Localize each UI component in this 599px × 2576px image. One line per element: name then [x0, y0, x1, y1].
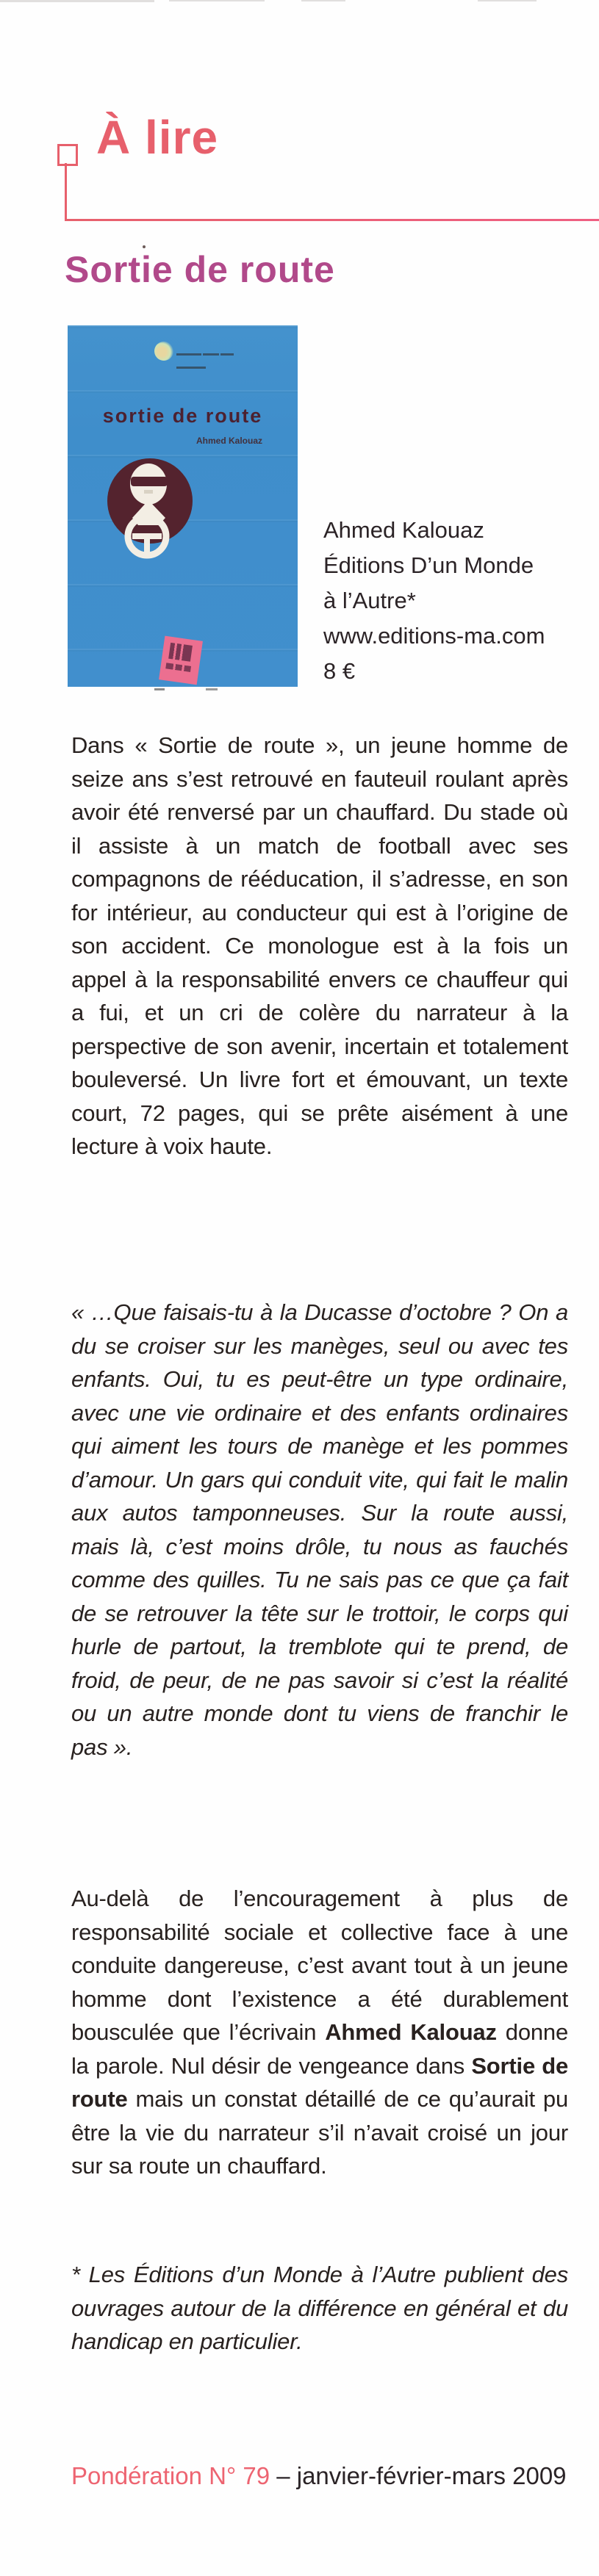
page-footer	[71, 2462, 586, 2490]
book-info-website: www.editions-ma.com	[323, 623, 545, 649]
article-title: Sortie de route	[65, 249, 335, 290]
magazine-name: Pondération N° 79	[71, 2462, 277, 2489]
section-marker-square	[57, 144, 78, 166]
sticker-barcode-mark	[165, 663, 191, 672]
face-shading	[144, 490, 153, 494]
steering-wheel-spoke	[144, 536, 150, 552]
book-info-price: 8 €	[323, 658, 356, 684]
glasses-icon	[131, 477, 168, 486]
section-rule-horizontal	[65, 219, 599, 221]
review-paragraph-2: Au-delà de l’encouragement à plus de responsabilité sociale et collective face à une conduite dangereuse, c’est avant tout à un jeune homme dont l’existence a été durablement bousculée que l’écrivain Ahmed Kalouaz donne la parole. Nul désir de vengeance dans Sortie de route mais un constat détaillé de ce qu’aurait pu être la vie du narrateur s’il n’avait croisé un jour sur sa route un chauffard.	[71, 1886, 569, 2179]
book-cover-image	[68, 325, 298, 687]
issue-date: – janvier-février-mars 2009	[276, 2462, 567, 2489]
book-info-author: Ahmed Kalouaz	[323, 517, 484, 543]
cover-shadow-artifact	[154, 688, 165, 690]
scan-artifact	[478, 0, 537, 1]
footnote-paragraph: * Les Éditions d’un Monde à l’Autre publient des ouvrages autour de la différence en général et du handicap en particulier.	[71, 2262, 568, 2354]
book-info-publisher-line2: à l’Autre*	[323, 588, 416, 613]
book-info-block	[323, 513, 588, 689]
scan-artifact	[301, 0, 345, 1]
cover-shadow-artifact	[206, 688, 218, 690]
book-info-publisher-line1: Éditions D’un Monde	[323, 552, 534, 578]
scan-artifact	[169, 0, 265, 1]
scan-artifact	[0, 0, 154, 2]
driver-illustration	[68, 325, 298, 687]
book-quote-paragraph: « …Que faisais-tu à la Ducasse d’octobre ? On a du se croiser sur les manèges, seul ou avec tes enfants. Oui, tu es peut-être un type ordinaire, avec une vie ordinaire et des enfants ordinaires qui aiment les tours de manège et les pommes d’amour. Un gars qui conduit vite, qui fait le malin aux autos tamponneuses. Sur la route aussi, mais là, c’est moins drôle, tu nous as fauchés comme des quilles. Tu ne sais pas ce que ça fait de se retrouver la tête sur le trottoir, le corps qui hurle de partout, la tremblote qui te prend, de froid, de peur, de ne pas savoir si c’est la réalité ou un autre monde dont tu viens de franchir le pas ».	[71, 1299, 568, 1760]
cover-title: sortie de route	[102, 405, 263, 427]
review-paragraph-1: Dans « Sortie de route », un jeune homme de seize ans s’est retrouvé en fauteuil roulant après avoir été renversé par un chauffard. Du stade où il assiste à un match de football avec ses compagnons de rééducation, il s’adresse, en son for intérieur, au conducteur qui est à l’origine de son accident. Ce monologue est à la fois un appel à la responsabilité envers ce chauffeur qui a fui, et un cri de colère du narrateur à la perspective de son avenir, incertain et totalement bouleversé. Un livre fort et émouvant, un texte court, 72 pages, qui se prête aisément à une lecture à voix haute.	[71, 732, 568, 1159]
section-title: À lire	[96, 111, 219, 164]
section-rule-vertical	[65, 163, 67, 220]
price-sticker	[159, 636, 203, 685]
sticker-logo-mark	[168, 643, 193, 662]
cover-author: Ahmed Kalouaz	[196, 436, 262, 446]
